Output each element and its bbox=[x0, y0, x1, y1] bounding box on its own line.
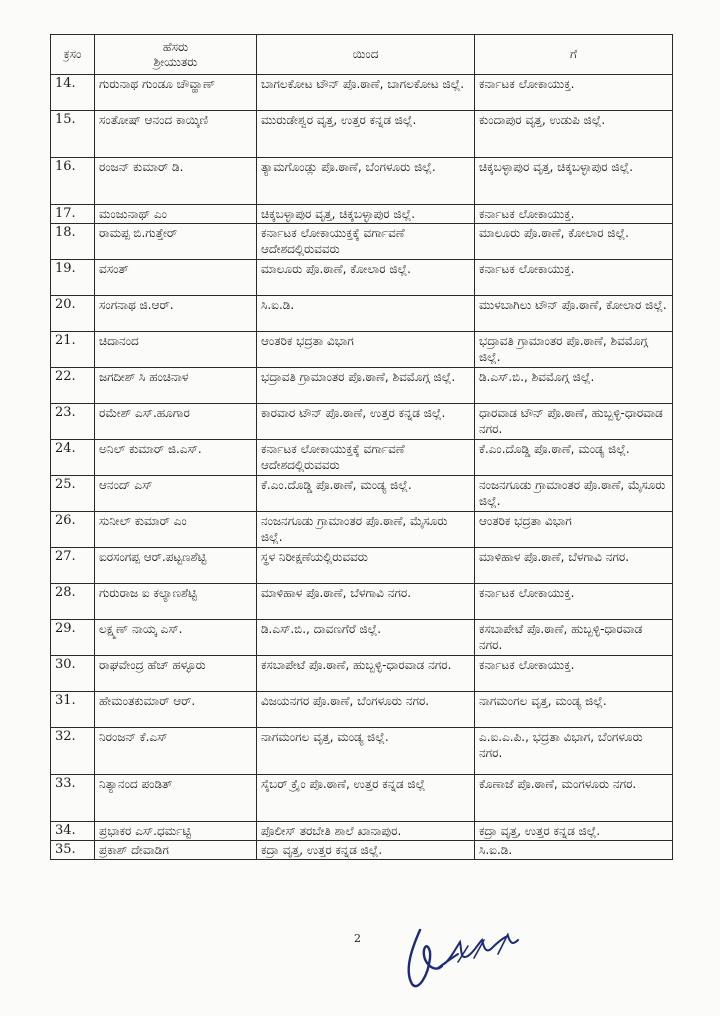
from-cell: ಸಿ.ಐ.ಡಿ. bbox=[257, 296, 475, 332]
table-row bbox=[51, 296, 673, 332]
name-cell: ರಂಜನ್ ಕುಮಾರ್ ಡಿ. bbox=[95, 158, 257, 205]
serial-number-cell: 14. bbox=[51, 75, 95, 111]
table-row bbox=[51, 75, 673, 111]
name-cell: ಐರಸಂಗಪ್ಪ ಆರ್.ಪಟ್ಟಣಶೆಟ್ಟಿ bbox=[95, 548, 257, 584]
table-header-row bbox=[51, 35, 673, 75]
serial-number-cell: 18. bbox=[51, 224, 95, 260]
serial-number-cell: 15. bbox=[51, 111, 95, 158]
to-cell: ಮಾಳಿಹಾಳ ಪೊ.ಠಾಣೆ, ಬೆಳಗಾವಿ ನಗರ. bbox=[475, 548, 673, 584]
table-row bbox=[51, 260, 673, 296]
to-cell: ಕಸಬಾಪೇಟೆ ಪೊ.ಠಾಣೆ, ಹುಬ್ಬಳ್ಳಿ-ಧಾರವಾಡ ನಗರ. bbox=[475, 620, 673, 656]
from-cell: ನಾಗಮಂಗಲ ವೃತ್ತ, ಮಂಡ್ಯ ಜಿಲ್ಲೆ. bbox=[257, 728, 475, 775]
to-cell: ಮುಳಬಾಗಿಲು ಟೌನ್ ಪೊ.ಠಾಣೆ, ಕೋಲಾರ ಜಿಲ್ಲೆ. bbox=[475, 296, 673, 332]
serial-number-cell: 34. bbox=[51, 822, 95, 841]
from-cell: ಕೆ.ಎಂ.ದೊಡ್ಡಿ ಪೊ.ಠಾಣೆ, ಮಂಡ್ಯ ಜಿಲ್ಲೆ. bbox=[257, 476, 475, 512]
from-cell: ಕಸಬಾಪೇಟೆ ಪೊ.ಠಾಣೆ, ಹುಬ್ಬಳ್ಳಿ-ಧಾರವಾಡ ನಗರ. bbox=[257, 656, 475, 692]
table-row bbox=[51, 332, 673, 368]
page-number: 2 bbox=[354, 932, 361, 945]
to-cell: ಕರ್ನಾಟಕ ಲೋಕಾಯುಕ್ತ. bbox=[475, 260, 673, 296]
to-cell: ಧಾರವಾಡ ಟೌನ್ ಪೊ.ಠಾಣೆ, ಹುಬ್ಬಳ್ಳಿ-ಧಾರವಾಡ ನಗರ. bbox=[475, 404, 673, 440]
serial-number-cell: 31. bbox=[51, 692, 95, 728]
table-row bbox=[51, 224, 673, 260]
to-cell: ಕುಂದಾಪುರ ವೃತ್ತ, ಉಡುಪಿ ಜಿಲ್ಲೆ. bbox=[475, 111, 673, 158]
from-cell: ಚಿಕ್ಕಬಳ್ಳಾಪುರ ವೃತ್ತ, ಚಿಕ್ಕಬಳ್ಳಾಪುರ ಜಿಲ್ಲೆ. bbox=[257, 205, 475, 224]
to-cell: ಭದ್ರಾವತಿ ಗ್ರಾಮಾಂತರ ಪೊ.ಠಾಣೆ, ಶಿವಮೊಗ್ಗ ಜಿಲ್ಲೆ. bbox=[475, 332, 673, 368]
serial-number-cell: 22. bbox=[51, 368, 95, 404]
from-cell: ಆಂತರಿಕ ಭದ್ರತಾ ವಿಭಾಗ bbox=[257, 332, 475, 368]
from-cell: ಸೈಬರ್ ಕ್ರೈಂ ಪೊ.ಠಾಣೆ, ಉತ್ತರ ಕನ್ನಡ ಜಿಲ್ಲೆ bbox=[257, 775, 475, 822]
serial-number-cell: 17. bbox=[51, 205, 95, 224]
to-cell: ಸಿ.ಐ.ಡಿ. bbox=[475, 841, 673, 860]
from-cell: ಕದ್ರಾ ವೃತ್ತ, ಉತ್ತರ ಕನ್ನಡ ಜಿಲ್ಲೆ. bbox=[257, 841, 475, 860]
table-row bbox=[51, 476, 673, 512]
to-cell: ಕದ್ರಾ ವೃತ್ತ, ಉತ್ತರ ಕನ್ನಡ ಜಿಲ್ಲೆ. bbox=[475, 822, 673, 841]
header-name-line2: ಶ್ರೀಯುತರು bbox=[153, 54, 198, 69]
name-cell: ಜಗದೀಶ್ ಸಿ ಹಂಚಿನಾಳ bbox=[95, 368, 257, 404]
to-cell: ಕೆ.ಎಂ.ದೊಡ್ಡಿ ಪೊ.ಠಾಣೆ, ಮಂಡ್ಯ ಜಿಲ್ಲೆ. bbox=[475, 440, 673, 476]
from-cell: ನಂಜನಗೂಡು ಗ್ರಾಮಾಂತರ ಪೊ.ಠಾಣೆ, ಮೈಸೂರು ಜಿಲ್ಲೆ. bbox=[257, 512, 475, 548]
name-cell: ಮಂಜುನಾಥ್ ಎಂ bbox=[95, 205, 257, 224]
from-cell: ತ್ಯಾಮಗೊಂಡ್ಲು ಪೊ.ಠಾಣೆ, ಬೆಂಗಳೂರು ಜಿಲ್ಲೆ. bbox=[257, 158, 475, 205]
serial-number-cell: 16. bbox=[51, 158, 95, 205]
to-cell: ಎ.ಐ.ಎ.ಪಿ., ಭದ್ರತಾ ವಿಭಾಗ, ಬೆಂಗಳೂರು ನಗರ. bbox=[475, 728, 673, 775]
serial-number-cell: 27. bbox=[51, 548, 95, 584]
from-cell: ಮಾಲೂರು ಪೊ.ಠಾಣೆ, ಕೋಲಾರ ಜಿಲ್ಲೆ. bbox=[257, 260, 475, 296]
serial-number-cell: 33. bbox=[51, 775, 95, 822]
table-row bbox=[51, 841, 673, 860]
to-cell: ಕರ್ನಾಟಕ ಲೋಕಾಯುಕ್ತ. bbox=[475, 205, 673, 224]
header-name-line1: ಹೆಸರು bbox=[162, 39, 189, 54]
name-cell: ನಿರಂಜನ್ ಕೆ.ಎಸ್ bbox=[95, 728, 257, 775]
header-to: ಗೆ bbox=[475, 35, 673, 75]
name-cell: ಹೇಮಂತಕುಮಾರ್ ಆರ್. bbox=[95, 692, 257, 728]
from-cell: ಕಾರವಾರ ಟೌನ್ ಪೊ.ಠಾಣೆ, ಉತ್ತರ ಕನ್ನಡ ಜಿಲ್ಲೆ. bbox=[257, 404, 475, 440]
serial-number-cell: 32. bbox=[51, 728, 95, 775]
table-body bbox=[51, 75, 673, 860]
serial-number-cell: 19. bbox=[51, 260, 95, 296]
transfer-table bbox=[50, 34, 673, 860]
from-cell: ವಿಜಯನಗರ ಪೊ.ಠಾಣೆ, ಬೆಂಗಳೂರು ನಗರ. bbox=[257, 692, 475, 728]
table-row bbox=[51, 822, 673, 841]
name-cell: ಸುನೀಲ್ ಕುಮಾರ್ ಎಂ bbox=[95, 512, 257, 548]
serial-number-cell: 23. bbox=[51, 404, 95, 440]
name-cell: ರಮೇಶ್ ಎಸ್.ಹೂಗಾರ bbox=[95, 404, 257, 440]
to-cell: ಚಿಕ್ಕಬಳ್ಳಾಪುರ ವೃತ್ತ, ಚಿಕ್ಕಬಳ್ಳಾಪುರ ಜಿಲ್ಲೆ. bbox=[475, 158, 673, 205]
table-row bbox=[51, 620, 673, 656]
name-cell: ವಸಂತ್ bbox=[95, 260, 257, 296]
table-row bbox=[51, 158, 673, 205]
table-row bbox=[51, 692, 673, 728]
from-cell: ಕರ್ನಾಟಕ ಲೋಕಾಯುಕ್ತಕ್ಕೆ ವರ್ಗಾವಣೆ ಆದೇಶದಲ್ಲಿರುವವರು bbox=[257, 224, 475, 260]
serial-number-cell: 29. bbox=[51, 620, 95, 656]
name-cell: ಪ್ರಕಾಶ್ ದೇವಾಡಿಗ bbox=[95, 841, 257, 860]
from-cell: ಡಿ.ಎಸ್.ಬಿ., ದಾವಣಗೆರೆ ಜಿಲ್ಲೆ. bbox=[257, 620, 475, 656]
name-cell: ಸಂತೋಷ್ ಆನಂದ ಕಾಯ್ಕಿಣಿ bbox=[95, 111, 257, 158]
table-row bbox=[51, 440, 673, 476]
table-row bbox=[51, 775, 673, 822]
to-cell: ಕರ್ನಾಟಕ ಲೋಕಾಯುಕ್ತ. bbox=[475, 656, 673, 692]
table-row bbox=[51, 656, 673, 692]
serial-number-cell: 30. bbox=[51, 656, 95, 692]
name-cell: ರಾಘವೇಂದ್ರ ಹೆಚ್ ಹಳ್ಳೂರು bbox=[95, 656, 257, 692]
serial-number-cell: 25. bbox=[51, 476, 95, 512]
table-row bbox=[51, 548, 673, 584]
serial-number-cell: 35. bbox=[51, 841, 95, 860]
name-cell: ಆನಂದ್ ಎಸ್ bbox=[95, 476, 257, 512]
table-row bbox=[51, 205, 673, 224]
header-name bbox=[95, 35, 257, 75]
to-cell: ಕರ್ನಾಟಕ ಲೋಕಾಯುಕ್ತ. bbox=[475, 584, 673, 620]
table-row bbox=[51, 111, 673, 158]
to-cell: ಕರ್ನಾಟಕ ಲೋಕಾಯುಕ್ತ. bbox=[475, 75, 673, 111]
serial-number-cell: 20. bbox=[51, 296, 95, 332]
to-cell: ಕೊಣಾಜೆ ಪೊ.ಠಾಣೆ, ಮಂಗಳೂರು ನಗರ. bbox=[475, 775, 673, 822]
to-cell: ನಂಜನಗೂಡು ಗ್ರಾಮಾಂತರ ಪೊ.ಠಾಣೆ, ಮೈಸೂರು ಜಿಲ್ಲೆ. bbox=[475, 476, 673, 512]
table-row bbox=[51, 368, 673, 404]
from-cell: ಭದ್ರಾವತಿ ಗ್ರಾಮಾಂತರ ಪೊ.ಠಾಣೆ, ಶಿವಮೊಗ್ಗ ಜಿಲ್ಲೆ. bbox=[257, 368, 475, 404]
name-cell: ಸಂಗನಾಥ ಜಿ.ಆರ್. bbox=[95, 296, 257, 332]
name-cell: ನಿತ್ಯಾನಂದ ಪಂಡಿತ್ bbox=[95, 775, 257, 822]
serial-number-cell: 28. bbox=[51, 584, 95, 620]
from-cell: ಪೊಲೀಸ್ ತರಬೇತಿ ಶಾಲೆ ಖಾನಾಪುರ. bbox=[257, 822, 475, 841]
name-cell: ಗುರುನಾಥ ಗುಂಡೂ ಚೌವ್ಹಾಣ್ bbox=[95, 75, 257, 111]
table-row bbox=[51, 728, 673, 775]
serial-number-cell: 24. bbox=[51, 440, 95, 476]
name-cell: ಅನಿಲ್ ಕುಮಾರ್ ಜಿ.ಎಸ್. bbox=[95, 440, 257, 476]
table-row bbox=[51, 512, 673, 548]
to-cell: ಆಂತರಿಕ ಭದ್ರತಾ ವಿಭಾಗ bbox=[475, 512, 673, 548]
name-cell: ರಾಮಪ್ಪ ಬಿ.ಗುತ್ತೇರ್ bbox=[95, 224, 257, 260]
from-cell: ಮಾಳಿಹಾಳ ಪೊ.ಠಾಣೆ, ಬೆಳಗಾವಿ ನಗರ. bbox=[257, 584, 475, 620]
name-cell: ಚಿದಾನಂದ bbox=[95, 332, 257, 368]
from-cell: ಕರ್ನಾಟಕ ಲೋಕಾಯುಕ್ತಕ್ಕೆ ವರ್ಗಾವಣೆ ಆದೇಶದಲ್ಲಿರುವವರು bbox=[257, 440, 475, 476]
name-cell: ಲಕ್ಷ್ಮಣ್ ನಾಯ್ಕ ಎಸ್. bbox=[95, 620, 257, 656]
from-cell: ಮುರುಡೇಶ್ವರ ವೃತ್ತ, ಉತ್ತರ ಕನ್ನಡ ಜಿಲ್ಲೆ. bbox=[257, 111, 475, 158]
name-cell: ಪ್ರಭಾಕರ ಎಸ್.ಧರ್ಮಟ್ಟಿ bbox=[95, 822, 257, 841]
signature-image bbox=[398, 918, 548, 994]
to-cell: ನಾಗಮಂಗಲ ವೃತ್ತ, ಮಂಡ್ಯ ಜಿಲ್ಲೆ. bbox=[475, 692, 673, 728]
header-serial-number: ಕ್ರಸಂ bbox=[51, 35, 95, 75]
table-row bbox=[51, 584, 673, 620]
serial-number-cell: 21. bbox=[51, 332, 95, 368]
from-cell: ಸ್ಥಳ ನಿರೀಕ್ಷಣೆಯಲ್ಲಿರುವವರು bbox=[257, 548, 475, 584]
table-row bbox=[51, 404, 673, 440]
to-cell: ಡಿ.ಎಸ್.ಬಿ., ಶಿವಮೊಗ್ಗ ಜಿಲ್ಲೆ. bbox=[475, 368, 673, 404]
from-cell: ಬಾಗಲಕೋಟ ಟೌನ್ ಪೊ.ಠಾಣೆ, ಬಾಗಲಕೋಟ ಜಿಲ್ಲೆ. bbox=[257, 75, 475, 111]
serial-number-cell: 26. bbox=[51, 512, 95, 548]
name-cell: ಗುರುರಾಜ ಐ ಕಲ್ಯಾಣಶೆಟ್ಟಿ bbox=[95, 584, 257, 620]
header-from: ಯಿಂದ bbox=[257, 35, 475, 75]
to-cell: ಮಾಲೂರು ಪೊ.ಠಾಣೆ, ಕೋಲಾರ ಜಿಲ್ಲೆ. bbox=[475, 224, 673, 260]
